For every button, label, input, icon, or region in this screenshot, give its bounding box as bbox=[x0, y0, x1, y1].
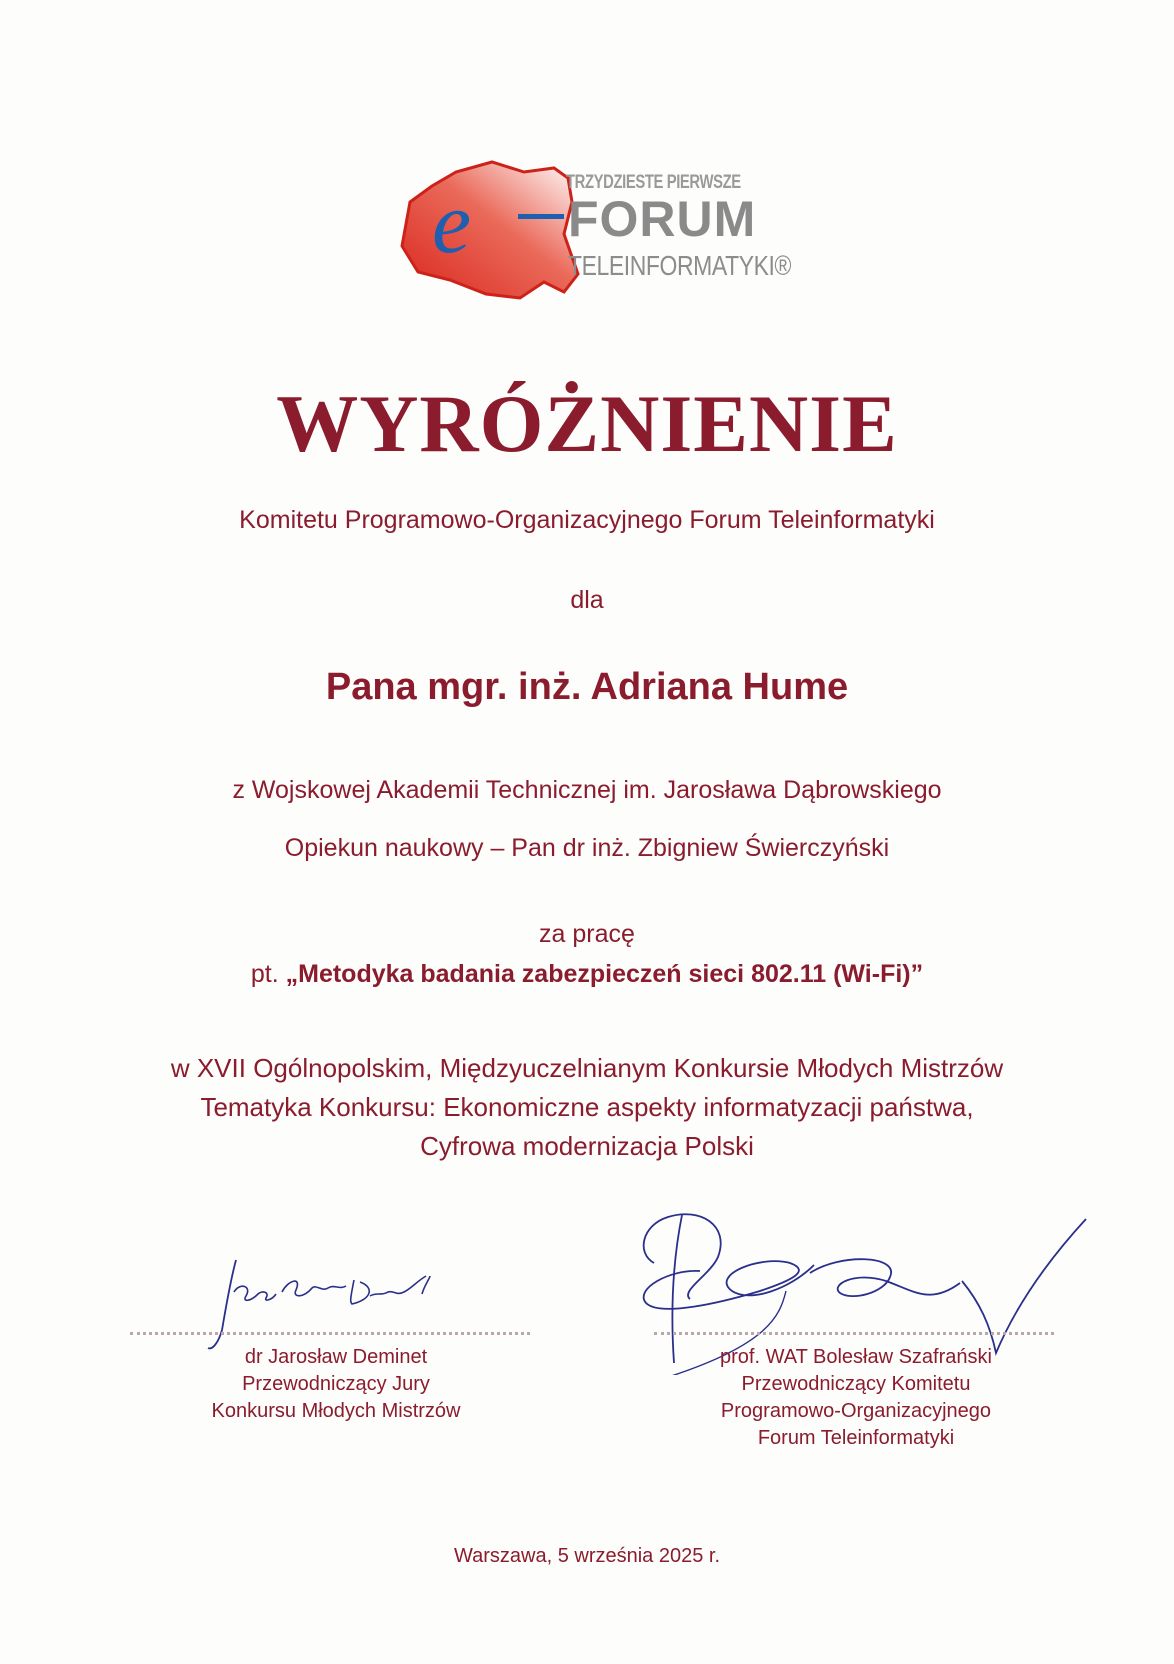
signatory-left-role-1: Przewodniczący Jury bbox=[242, 1373, 430, 1395]
recipient-name: Pana mgr. inż. Adriana Hume bbox=[325, 666, 849, 708]
supervisor-line: Opiekun naukowy – Pan dr inż. Zbigniew Świerczyński bbox=[284, 834, 890, 862]
contest-line-3: Cyfrowa modernizacja Polski bbox=[420, 1131, 754, 1161]
logo-subtitle: TRZYDZIESTE PIERWSZE bbox=[566, 172, 741, 193]
logo-e-letter: e bbox=[432, 175, 472, 272]
signatory-right bbox=[676, 1344, 1036, 1452]
work-prefix: pt. bbox=[250, 960, 286, 988]
signatory-right-role-3: Forum Teleinformatyki bbox=[757, 1427, 955, 1449]
signatory-right-name: prof. WAT Bolesław Szafrański bbox=[720, 1346, 992, 1368]
certificate-title: WYRÓŻNIENIE bbox=[276, 378, 898, 469]
logo-teleinformatyki-text: TELEINFORMATYKI® bbox=[568, 250, 791, 281]
signature-line-left bbox=[130, 1332, 530, 1335]
forum-logo bbox=[396, 158, 791, 303]
signatory-left bbox=[176, 1344, 496, 1425]
signature-line-right bbox=[654, 1332, 1054, 1335]
signatory-left-name: dr Jarosław Deminet bbox=[244, 1346, 428, 1368]
work-title: „Metodyka badania zabezpieczeń sieci 802.11 (Wi-Fi)” bbox=[285, 960, 924, 988]
institution-line: z Wojskowej Akademii Technicznej im. Jarosława Dąbrowskiego bbox=[232, 776, 942, 804]
signature-left bbox=[200, 1252, 460, 1352]
contest-line-1: w XVII Ogólnopolskim, Międzyuczelnianym Konkursie Młodych Mistrzów bbox=[170, 1053, 1004, 1083]
work-title-line bbox=[0, 962, 1174, 987]
signatory-right-role-2: Programowo-Organizacyjnego bbox=[720, 1400, 992, 1422]
contest-line-2: Tematyka Konkursu: Ekonomiczne aspekty informatyzacji państwa, bbox=[200, 1092, 974, 1122]
work-label: za pracę bbox=[539, 920, 635, 948]
logo-forum-text: FORUM bbox=[568, 191, 757, 247]
place-and-date: Warszawa, 5 września 2025 r. bbox=[453, 1545, 721, 1567]
signatory-left-role-2: Konkursu Młodych Mistrzów bbox=[211, 1400, 461, 1422]
committee-line: Komitetu Programowo-Organizacyjnego Forum Teleinformatyki bbox=[239, 506, 935, 534]
for-label: dla bbox=[570, 586, 604, 614]
signatory-right-role-1: Przewodniczący Komitetu bbox=[741, 1373, 971, 1395]
